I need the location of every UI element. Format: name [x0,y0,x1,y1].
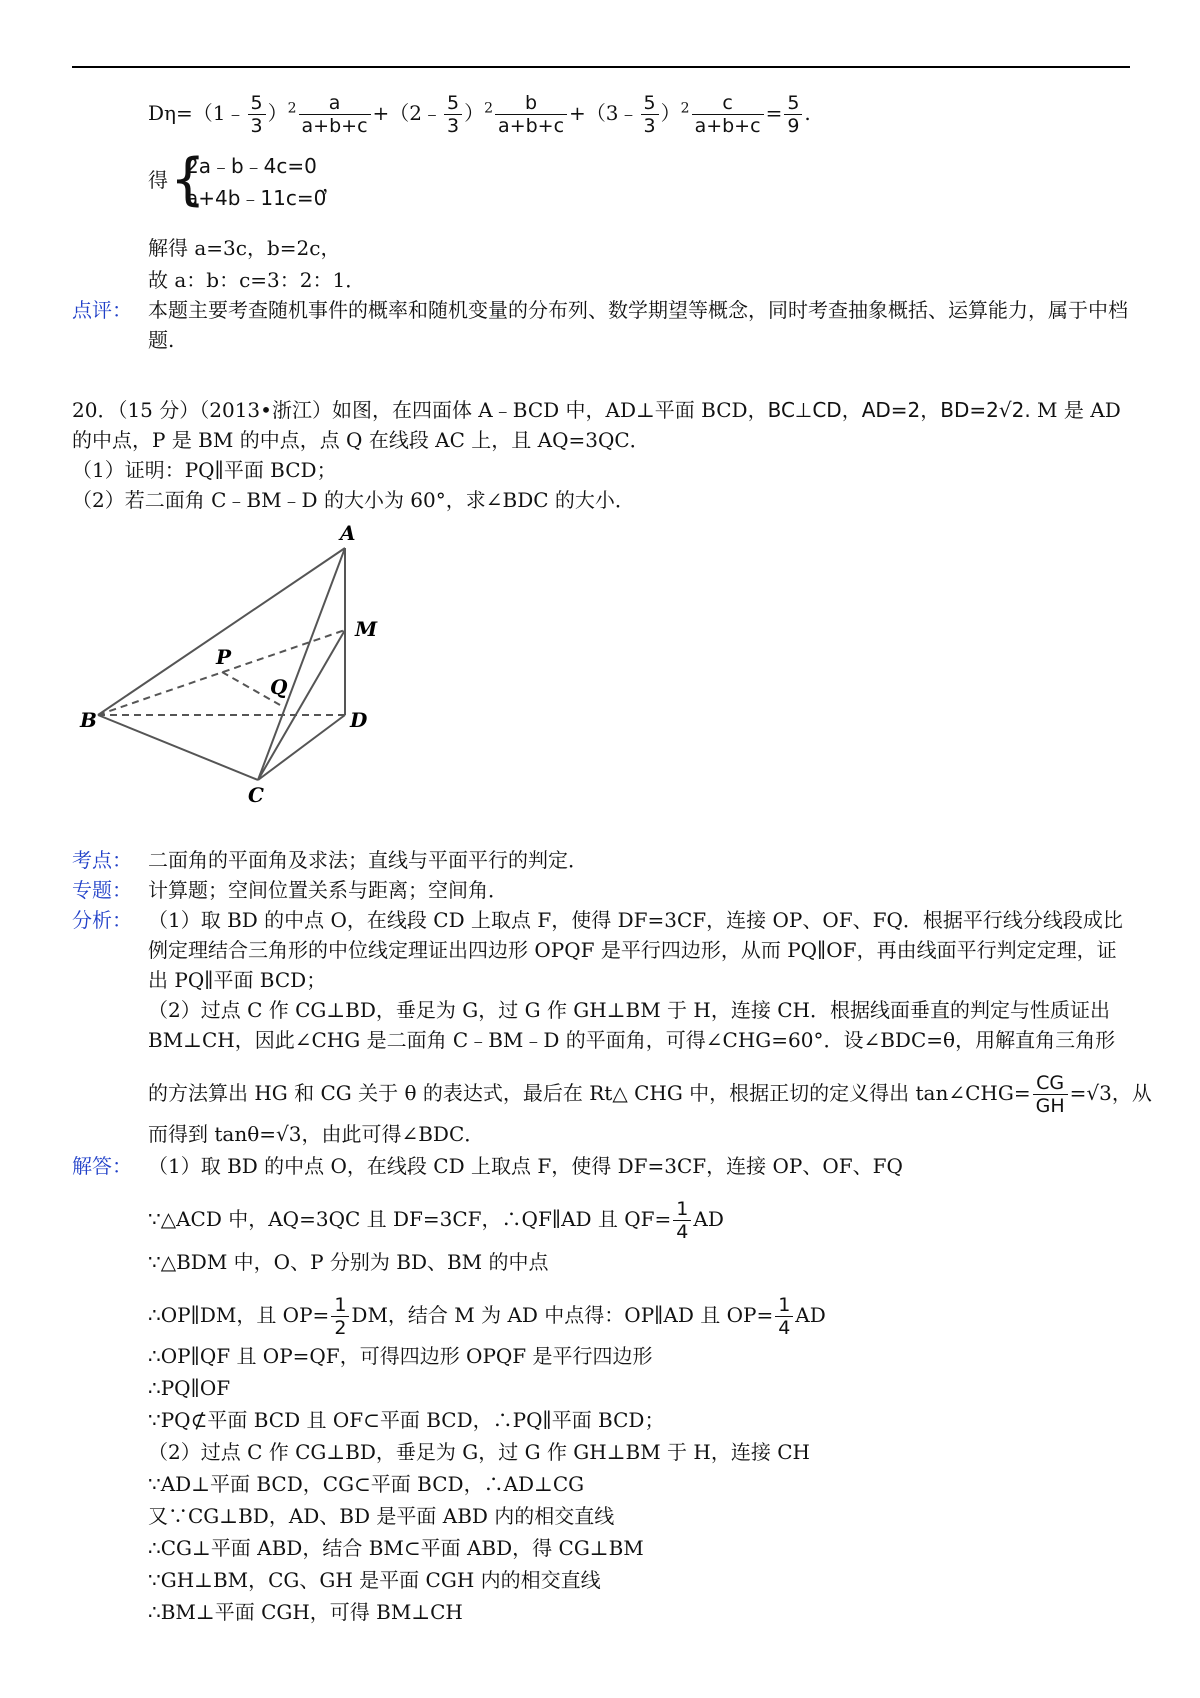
jieda-l12: ∵GH⊥BM，CG、GH 是平面 CGH 内的相交直线 [148,1568,601,1592]
segment-BM [98,630,345,715]
edge-CM [258,630,345,780]
jieda-l13: ∴BM⊥平面 CGH，可得 BM⊥CH [148,1600,463,1624]
problem-line-2: 的中点，P 是 BM 的中点，点 Q 在线段 AC 上，且 AQ=3QC． [72,428,650,452]
fenxi-label: 分析： [72,908,132,932]
comment-text: 本题主要考查随机事件的概率和随机变量的分布列、数学期望等概念，同时考查抽象概括、运算能力，属于中档题. [148,298,1128,352]
system-end: ， [322,172,342,196]
problem-condition: BC⊥CD，AD=2，BD=2√2. [767,398,1031,422]
fenxi-p2: （2）过点 C 作 CG⊥BD，垂足为 G，过 G 作 GH⊥BM 于 H，连接 CH．根据线面垂直的判定与性质证出 BM⊥CH，因此∠CHG 是二面角 C﹣BM﹣D 的平面角，可得∠CHG=60°．设∠BDC=θ，用解直角三角形 [148,998,1116,1052]
system-eq2: a+4b﹣11c=0 [186,186,327,210]
system-lead: 得 [148,168,168,192]
jieda-l2: ∵△ACD 中，AQ=3QC 且 DF=3CF，∴QF∥AD 且 QF= $\frac{1}{4}$ AD [148,1198,724,1243]
label-D: D [350,708,368,732]
variance-formula: Dη=（1﹣ $\frac{5}{3}$ ）$^2$ $\frac{a}{a+b+c}$ +（2﹣ $\frac{5}{3}$ ）$^2$ $\frac{b}{a+b+c}$ +（3﹣ $\frac{5}{3}$ ）$^2$ $\frac{c}{a+b+c}$ = $\frac{5}{9}$ . [148,92,811,137]
label-C: C [248,783,264,807]
label-Q: Q [270,675,288,699]
edge-BA [98,548,345,715]
jieda-l4: ∴OP∥DM，且 OP= $\frac{1}{2}$ DM，结合 M 为 AD 中点得：OP∥AD 且 OP= $\frac{1}{4}$ AD [148,1294,826,1339]
jieda-l8: （2）过点 C 作 CG⊥BD，垂足为 G，过 G 作 GH⊥BM 于 H，连接 CH [148,1440,810,1464]
kaodian-label: 考点： [72,848,132,872]
fenxi-p3: 的方法算出 HG 和 CG 关于 θ 的表达式，最后在 Rt△ CHG 中，根据正切的定义得出 tan∠CHG= $\frac{CG}{GH}$ =√3，从 [148,1072,1152,1117]
label-M: M [355,617,378,641]
comment-label: 点评： [72,298,132,322]
solve-line: 解得 a=3c，b=2c， [148,236,341,260]
ratio-line: 故 a：b：c=3：2：1． [148,268,366,292]
kaodian-text: 二面角的平面角及求法；直线与平面平行的判定． [148,848,588,872]
zhuanti-text: 计算题；空间位置关系与距离；空间角． [148,878,508,902]
label-A: A [340,521,356,545]
problem-line-1: 20．（15 分）（2013•浙江）如图，在四面体 A﹣BCD 中，AD⊥平面 BCD，BC⊥CD，AD=2，BD=2√2. M 是 AD [72,398,1121,422]
question-1: （1）证明：PQ∥平面 BCD； [72,458,337,482]
fenxi-p1: （1）取 BD 的中点 O，在线段 CD 上取点 F，使得 DF=3CF，连接 OP、OF、FQ．根据平行线分线段成比例定理结合三角形的中位线定理证出四边形 OPQF 是平行四边形，从而 PQ∥OF，再由线面平行判定定理，证出 PQ∥平面 BCD； [148,908,1123,992]
jieda-l6: ∴PQ∥OF [148,1376,231,1400]
system-eq1: 2a﹣b﹣4c=0 [186,154,317,178]
system-brace: { [170,147,206,212]
jieda-l10: 又∵CG⊥BD，AD、BD 是平面 ABD 内的相交直线 [148,1504,615,1528]
jieda-l3: ∵△BDM 中，O、P 分别为 BD、BM 的中点 [148,1250,549,1274]
jieda-l11: ∴CG⊥平面 ABD，结合 BM⊂平面 ABD，得 CG⊥BM [148,1536,644,1560]
jieda-l1: （1）取 BD 的中点 O，在线段 CD 上取点 F，使得 DF=3CF，连接 OP、OF、FQ [148,1154,903,1178]
tetrahedron-figure [0,0,1200,820]
question-2: （2）若二面角 C﹣BM﹣D 的大小为 60°，求∠BDC 的大小． [72,488,635,512]
label-P: P [216,645,232,669]
edge-CA [258,548,345,780]
edge-BC [98,715,258,780]
zhuanti-label: 专题： [72,878,132,902]
jieda-label: 解答： [72,1154,132,1178]
fenxi-p4: 而得到 tanθ=√3，由此可得∠BDC． [148,1122,485,1146]
jieda-l5: ∴OP∥QF 且 OP=QF，可得四边形 OPQF 是平行四边形 [148,1344,653,1368]
jieda-l9: ∵AD⊥平面 BCD，CG⊂平面 BCD，∴AD⊥CG [148,1472,585,1496]
label-B: B [80,708,97,732]
jieda-l7: ∵PQ⊄平面 BCD 且 OF⊂平面 BCD，∴PQ∥平面 BCD； [148,1408,665,1432]
